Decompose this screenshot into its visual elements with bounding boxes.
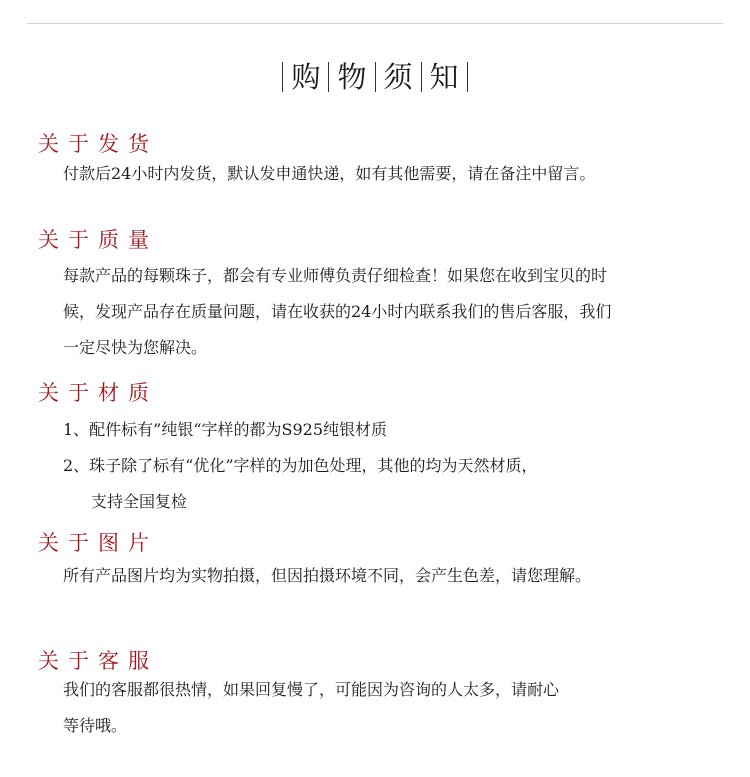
section-title-material: 关于材质: [38, 381, 158, 405]
paragraph-line: 1、配件标有”纯银“字样的都为S925纯银材质: [63, 420, 388, 439]
paragraph-line: 一定尽快为您解决。: [63, 338, 208, 357]
paragraph-line: 等待哦。: [63, 716, 128, 735]
top-divider: [27, 23, 723, 24]
section-body-service: [63, 672, 703, 744]
title-char: 须: [383, 60, 413, 94]
section-title-service: 关于客服: [38, 649, 158, 673]
paragraph-line: 2、珠子除了标有“优化”字样的为加色处理，其他的均为天然材质，: [63, 456, 538, 475]
section-body-quality: [63, 258, 703, 366]
section-title-shipping: 关于发货: [38, 132, 158, 156]
paragraph-line: 每款产品的每颗珠子，都会有专业师傅负责仔细检查！如果您在收到宝贝的时: [63, 266, 608, 285]
title-char: 知: [429, 60, 459, 94]
paragraph-line: 所有产品图片均为实物拍摄，但因拍摄环境不同，会产生色差，请您理解。: [63, 566, 592, 585]
section-body-photos: [63, 558, 703, 594]
title-separator: [421, 62, 422, 92]
paragraph-line: 候，发现产品存在质量问题，请在收获的24小时内联系我们的售后客服，我们: [63, 302, 612, 321]
paragraph-line: 付款后24小时内发货，默认发申通快递，如有其他需要，请在备注中留言。: [63, 164, 596, 183]
paragraph-line: 我们的客服都很热情，如果回复慢了，可能因为咨询的人太多，请耐心: [63, 680, 560, 699]
title-separator: [467, 62, 468, 92]
section-title-quality: 关于质量: [38, 228, 158, 252]
section-body-shipping: [63, 156, 703, 192]
title-char: 购: [291, 60, 321, 94]
section-title-photos: 关于图片: [38, 531, 158, 555]
section-body-material: [63, 412, 703, 520]
page-title: [0, 60, 750, 94]
title-separator: [328, 62, 329, 92]
paragraph-line: 支持全国复检: [91, 492, 188, 511]
title-char: 物: [337, 60, 367, 94]
title-separator: [282, 62, 283, 92]
title-separator: [375, 62, 376, 92]
